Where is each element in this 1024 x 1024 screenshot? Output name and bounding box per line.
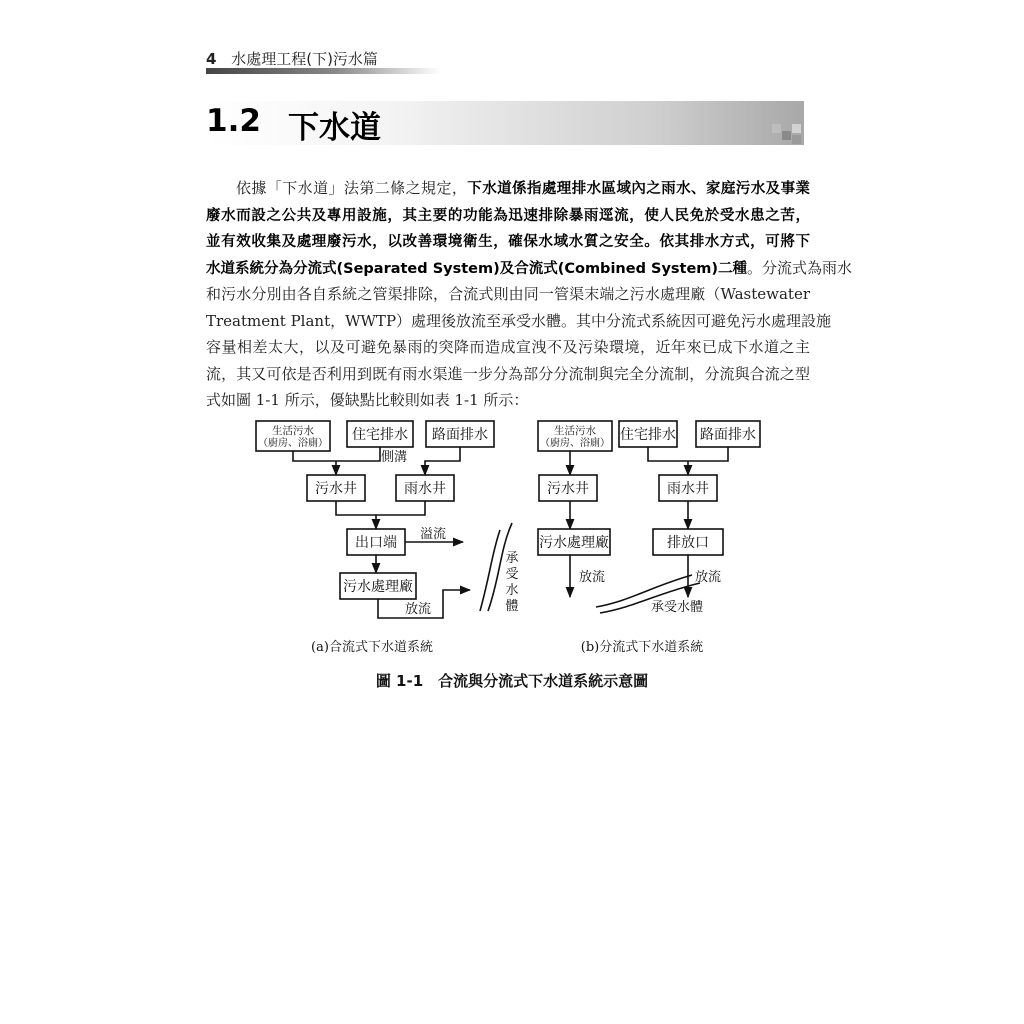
sewer-system-diagram (230, 415, 770, 663)
header-rule (206, 68, 441, 74)
a-diagram-label: (a)合流式下水道系統 (311, 640, 433, 655)
a-road-label: 路面排水 (432, 427, 488, 443)
b-domestic-label-1: 生活污水 (554, 425, 596, 437)
text-segment: 依據「下水道」法第二條之規定， (236, 179, 468, 197)
paragraph-line (206, 175, 810, 202)
text-segment: 容量相差太大，以及可避免暴雨的突降而造成宣洩不及污染環境，近年來已成下水道之主 (206, 338, 810, 356)
a-residential-label: 住宅排水 (352, 427, 408, 443)
figure-caption: 圖 1-1 合流與分流式下水道系統示意圖 (375, 672, 649, 690)
b-discharge-left-label: 放流 (578, 570, 606, 585)
a-receiving-char: 體 (505, 599, 519, 614)
paragraph-line (206, 387, 810, 414)
decor-square (792, 135, 801, 144)
a-overflow-label: 溢流 (419, 527, 447, 542)
text-segment: 流，其又可依是否利用到既有雨水渠進一步分為部分分流制與完全分流制，分流與合流之型 (206, 364, 810, 383)
body-paragraph (206, 175, 853, 414)
a-receiving-char: 受 (505, 567, 519, 582)
paragraph-line (206, 228, 810, 255)
b-rain-well-label: 雨水井 (667, 481, 709, 497)
running-title: 水處理工程(下)污水篇 (231, 50, 378, 68)
b-residential-label: 住宅排水 (620, 427, 676, 443)
a-receiving-char: 承 (505, 551, 519, 566)
paragraph-line (206, 334, 810, 361)
b-domestic-label-2: （廚房、浴廁） (540, 438, 610, 449)
section-number: 1.2 (206, 103, 261, 139)
running-header (206, 48, 378, 69)
figure-1-1 (230, 415, 770, 667)
text-segment: 和污水分別由各自系統之管渠排除，合流式則由同一管渠末端之污水處理廠（Wastewater (206, 285, 810, 303)
b-sewage-well-label: 污水井 (547, 481, 589, 497)
a-outlet-label: 出口端 (355, 535, 397, 551)
b-wwtp-label: 污水處理廠 (539, 535, 609, 551)
b-discharge-right-label: 放流 (694, 570, 722, 585)
decor-square (782, 131, 791, 140)
b-road-label: 路面排水 (700, 427, 756, 443)
bold-text-segment: 下水道係指處理排水區域內之雨水、家庭污水及事業 (467, 181, 810, 197)
paragraph-line (206, 361, 810, 388)
a-wwtp-label: 污水處理廠 (343, 579, 413, 595)
paragraph-line (206, 202, 810, 229)
decor-square (772, 124, 781, 133)
a-receiving-water-bank (480, 530, 500, 611)
paragraph-line (206, 308, 832, 335)
a-rain-well-label: 雨水井 (404, 481, 446, 497)
a-side-ditch-label: 側溝 (380, 450, 408, 465)
text-segment: 。分流式為雨水 (747, 258, 853, 277)
a-discharge-label: 放流 (404, 602, 432, 617)
bold-text-segment: 並有效收集及處理廢污水，以改善環境衛生，確保水域水質之安全。依其排水方式，可將下 (206, 234, 810, 250)
paragraph-line (206, 255, 853, 282)
section-title: 下水道 (288, 110, 381, 146)
text-segment: 式如圖 1-1 所示，優缺點比較則如表 1-1 所示： (206, 391, 529, 409)
bold-text-segment: 廢水而設之公共及專用設施，其主要的功能為迅速排除暴雨逕流，使人民免於受水患之苦， (206, 207, 810, 224)
b-diagram-label: (b)分流式下水道系統 (580, 640, 704, 655)
decor-square (792, 124, 801, 133)
a-domestic-label-1: 生活污水 (272, 425, 314, 437)
page-number: 4 (206, 50, 217, 68)
b-receiving-label: 承受水體 (650, 600, 704, 615)
text-segment: Treatment Plant，WWTP）處理後放流至承受水體。其中分流式系統因可避免污水處理設施 (206, 311, 832, 330)
a-domestic-label-2: （廚房、浴廁） (258, 438, 328, 449)
bold-text-segment: 水道系統分為分流式(Separated System)及合流式(Combined System)二種 (206, 260, 748, 277)
a-sewage-well-label: 污水井 (315, 481, 357, 497)
a-receiving-char: 水 (505, 583, 519, 598)
b-outfall-label: 排放口 (667, 535, 709, 551)
paragraph-line (206, 281, 810, 308)
